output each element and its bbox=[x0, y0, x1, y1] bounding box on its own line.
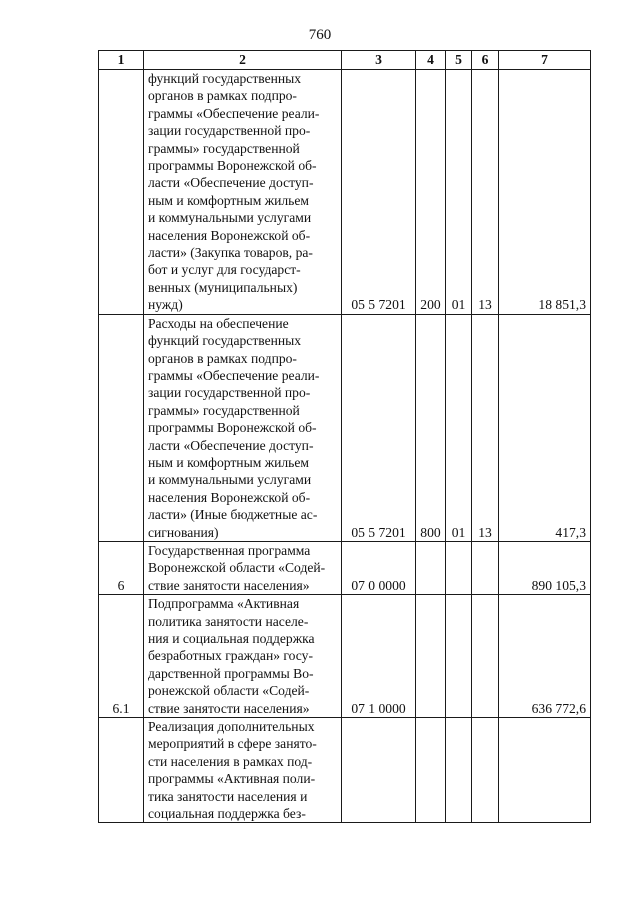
row-number: 6.1 bbox=[99, 595, 144, 718]
target-code: 05 5 7201 bbox=[342, 314, 416, 541]
column-header-5: 5 bbox=[446, 51, 472, 70]
expense-type: 200 bbox=[416, 70, 446, 315]
row-name: функций государственных органов в рамках подпро- граммы «Обеспечение реали- зации государственной про- граммы» государственной программы Воронежской об- ласти «Обеспечение доступ- ным и комфортным жильем и коммунальными услугами населения Воронежской об- ласти» (Закупка товаров, ра- бот и услуг для государст- венных (муниципальных) нужд) bbox=[144, 70, 342, 315]
amount: 417,3 bbox=[499, 314, 591, 541]
subsection-code bbox=[472, 595, 499, 718]
table-row bbox=[99, 70, 591, 315]
row-name: Подпрограмма «Активная политика занятости населе- ния и социальная поддержка безработных граждан» госу- дарственной программы Во- ронежской области «Содей- ствие занятости населения» bbox=[144, 595, 342, 718]
section-code bbox=[446, 541, 472, 594]
section-code: 01 bbox=[446, 314, 472, 541]
row-number: 6 bbox=[99, 541, 144, 594]
subsection-code: 13 bbox=[472, 70, 499, 315]
row-number bbox=[99, 70, 144, 315]
page-number: 760 bbox=[308, 27, 332, 43]
table-row bbox=[99, 718, 591, 823]
target-code: 07 0 0000 bbox=[342, 541, 416, 594]
table-row bbox=[99, 541, 591, 594]
column-header-4: 4 bbox=[416, 51, 446, 70]
budget-table bbox=[98, 50, 591, 823]
row-name: Расходы на обеспечение функций государственных органов в рамках подпро- граммы «Обеспечение реали- зации государственной про- граммы» государственной программы Воронежской об- ласти «Обеспечение доступ- ным и комфортным жильем и коммунальными услугами населения Воронежской об- ласти» (Иные бюджетные ас- сигнования) bbox=[144, 314, 342, 541]
section-code: 01 bbox=[446, 70, 472, 315]
table-row bbox=[99, 314, 591, 541]
column-header-6: 6 bbox=[472, 51, 499, 70]
expense-type: 800 bbox=[416, 314, 446, 541]
column-header-2: 2 bbox=[144, 51, 342, 70]
column-header-3: 3 bbox=[342, 51, 416, 70]
section-code bbox=[446, 718, 472, 823]
section-code bbox=[446, 595, 472, 718]
subsection-code bbox=[472, 718, 499, 823]
row-number bbox=[99, 314, 144, 541]
subsection-code bbox=[472, 541, 499, 594]
amount: 18 851,3 bbox=[499, 70, 591, 315]
target-code: 07 1 0000 bbox=[342, 595, 416, 718]
expense-type bbox=[416, 595, 446, 718]
amount bbox=[499, 718, 591, 823]
subsection-code: 13 bbox=[472, 314, 499, 541]
table-header-row bbox=[99, 51, 591, 70]
row-name: Государственная программа Воронежской области «Содей- ствие занятости населения» bbox=[144, 541, 342, 594]
column-header-7: 7 bbox=[499, 51, 591, 70]
row-name: Реализация дополнительных мероприятий в сфере занято- сти населения в рамках под- программы «Активная поли- тика занятости населения и социальная поддержка без- bbox=[144, 718, 342, 823]
expense-type bbox=[416, 718, 446, 823]
target-code bbox=[342, 718, 416, 823]
column-header-1: 1 bbox=[99, 51, 144, 70]
expense-type bbox=[416, 541, 446, 594]
row-number bbox=[99, 718, 144, 823]
amount: 636 772,6 bbox=[499, 595, 591, 718]
table-row bbox=[99, 595, 591, 718]
amount: 890 105,3 bbox=[499, 541, 591, 594]
target-code: 05 5 7201 bbox=[342, 70, 416, 315]
